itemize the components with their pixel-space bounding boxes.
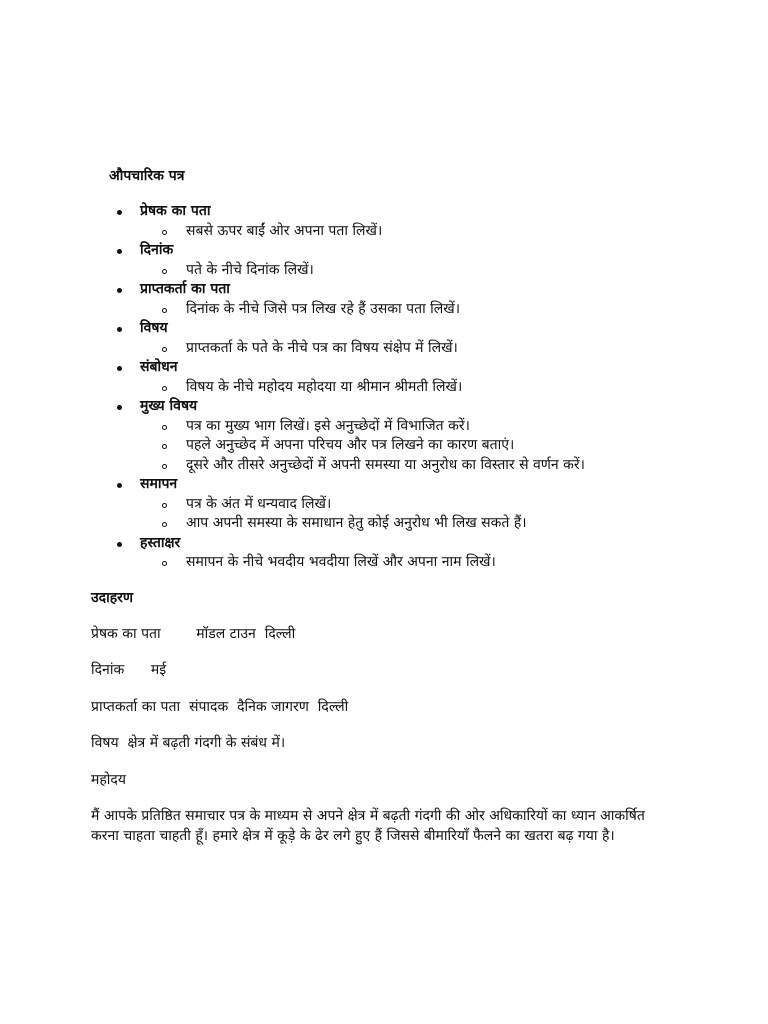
example-body: मैं आपके प्रतिष्ठित समाचार पत्र के माध्यम से अपने क्षेत्र में बढ़ती गंदगी की ओर अधिकारियों का ध्यान आकर्षित करना चाहता चाहती हूँ। हमारे क्षेत्र में कूड़े के ढेर लगे हुए हैं जिससे बीमारियाँ फैलने का खतरा बढ़ गया है। [91,808,645,844]
outline-heading [0,202,768,222]
outline-heading-text: विषय [140,320,168,336]
outline-point [0,456,768,476]
circle-bullet-icon [162,503,167,508]
example-recipient: प्राप्तकर्ता का पता संपादक दैनिक जागरण दिल्ली [91,699,349,715]
format-outline [0,202,768,573]
bullet-icon [117,210,122,215]
outline-point [0,222,768,242]
outline-point-text: आप अपनी समस्या के समाधान हेतु कोई अनुरोध भी लिख सकते हैं। [186,515,527,531]
outline-heading [0,241,768,261]
circle-bullet-icon [162,444,167,449]
circle-bullet-icon [162,347,167,352]
outline-heading-text: संबोधन [140,359,178,375]
outline-heading [0,397,768,417]
outline-point-text: प्राप्तकर्ता के पते के नीचे पत्र का विषय संक्षेप में लिखें। [186,339,458,356]
outline-point-text: दिनांक के नीचे जिसे पत्र लिख रहे हैं उसका पता लिखें। [186,300,461,317]
circle-bullet-icon [162,464,167,469]
example-subject: विषय क्षेत्र में बढ़ती गंदगी के संबंध में। [91,735,286,751]
outline-point-text: पत्र का मुख्य भाग लिखें। इसे अनुच्छेदों में विभाजित करें। [186,417,470,434]
outline-point [0,514,768,534]
outline-heading [0,475,768,495]
outline-point-text: पत्र के अंत में धन्यवाद लिखें। [186,495,332,512]
outline-point [0,300,768,320]
outline-heading-text: प्रेषक का पता [140,203,211,219]
bullet-icon [117,483,122,488]
outline-point-text: पते के नीचे दिनांक लिखें। [186,261,314,278]
outline-heading-text: दिनांक [140,242,174,258]
circle-bullet-icon [162,230,167,235]
bullet-icon [117,542,122,547]
bullet-icon [117,366,122,371]
outline-point-text: विषय के नीचे महोदय महोदया या श्रीमान श्रीमती लिखें। [186,378,463,395]
outline-point [0,495,768,515]
outline-heading-text: हस्ताक्षर [140,534,181,551]
outline-point [0,339,768,359]
outline-point-text: दूसरे और तीसरे अनुच्छेदों में अपनी समस्या या अनुरोध का विस्तार से वर्णन करें। [186,456,585,473]
circle-bullet-icon [162,269,167,274]
outline-heading [0,319,768,339]
outline-heading-text: समापन [140,476,178,492]
outline-point-text: समापन के नीचे भवदीय भवदीया लिखें और अपना नाम लिखें। [186,554,496,570]
outline-point [0,436,768,456]
outline-heading [0,534,768,554]
outline-point-text: सबसे ऊपर बाईं ओर अपना पता लिखें। [186,222,383,239]
outline-heading-text: मुख्य विषय [140,398,198,414]
circle-bullet-icon [162,522,167,527]
circle-bullet-icon [162,308,167,313]
bullet-icon [117,327,122,332]
outline-point [0,261,768,281]
bullet-icon [117,249,122,254]
outline-point [0,378,768,398]
bullet-icon [117,288,122,293]
outline-point [0,417,768,437]
outline-heading-text: प्राप्तकर्ता का पता [140,281,230,297]
example-heading: उदाहरण [91,590,134,606]
example-date: दिनांक मई [91,662,167,678]
circle-bullet-icon [162,561,167,566]
bullet-icon [117,405,122,410]
circle-bullet-icon [162,425,167,430]
outline-point-text: पहले अनुच्छेद में अपना परिचय और पत्र लिखने का कारण बताएं। [186,437,515,453]
circle-bullet-icon [162,386,167,391]
outline-heading [0,358,768,378]
outline-heading [0,280,768,300]
example-salutation: महोदय [91,772,126,788]
document-title: औपचारिक पत्र [109,168,185,184]
outline-point [0,553,768,573]
example-sender: प्रेषक का पता मॉडल टाउन दिल्ली [91,626,296,642]
